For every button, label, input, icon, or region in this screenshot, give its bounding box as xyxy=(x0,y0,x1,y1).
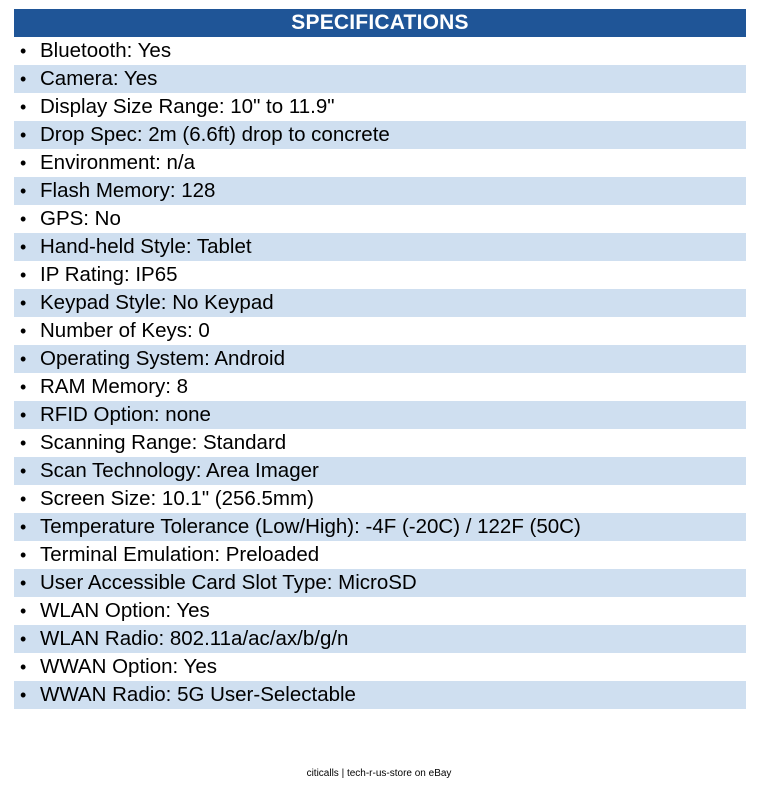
spec-text: WWAN Radio: 5G User-Selectable xyxy=(40,683,356,706)
spec-text: IP Rating: IP65 xyxy=(40,263,178,286)
spec-row xyxy=(14,205,746,233)
bullet-icon: • xyxy=(20,629,27,649)
bullet-icon: • xyxy=(20,41,27,61)
bullet-icon: • xyxy=(20,517,27,537)
spec-text: WLAN Option: Yes xyxy=(40,599,210,622)
spec-text: Bluetooth: Yes xyxy=(40,39,172,62)
spec-text: WLAN Radio: 802.11a/ac/ax/b/g/n xyxy=(40,627,349,650)
spec-row xyxy=(14,317,746,345)
spec-text: Display Size Range: 10" to 11.9" xyxy=(40,95,335,118)
bullet-icon: • xyxy=(20,181,27,201)
bullet-icon: • xyxy=(20,153,27,173)
spec-text: WWAN Option: Yes xyxy=(40,655,217,678)
spec-row xyxy=(14,681,746,709)
spec-text: Camera: Yes xyxy=(40,67,158,90)
spec-row xyxy=(14,457,746,485)
bullet-icon: • xyxy=(20,69,27,89)
spec-text: Scanning Range: Standard xyxy=(40,431,287,454)
bullet-icon: • xyxy=(20,237,27,257)
spec-row xyxy=(14,513,746,541)
spec-text: Flash Memory: 128 xyxy=(40,179,216,202)
bullet-icon: • xyxy=(20,461,27,481)
bullet-icon: • xyxy=(20,265,27,285)
specifications-list xyxy=(14,37,746,709)
specifications-header: SPECIFICATIONS xyxy=(14,9,746,37)
spec-text: Keypad Style: No Keypad xyxy=(40,291,274,314)
spec-text: Scan Technology: Area Imager xyxy=(40,459,319,482)
spec-row xyxy=(14,93,746,121)
spec-text: Screen Size: 10.1" (256.5mm) xyxy=(40,487,314,510)
spec-row xyxy=(14,345,746,373)
spec-text: Number of Keys: 0 xyxy=(40,319,210,342)
spec-row xyxy=(14,261,746,289)
spec-row xyxy=(14,597,746,625)
bullet-icon: • xyxy=(20,97,27,117)
spec-text: Operating System: Android xyxy=(40,347,285,370)
bullet-icon: • xyxy=(20,601,27,621)
spec-row xyxy=(14,121,746,149)
bullet-icon: • xyxy=(20,293,27,313)
spec-row xyxy=(14,401,746,429)
spec-text: GPS: No xyxy=(40,207,121,230)
bullet-icon: • xyxy=(20,573,27,593)
spec-text: Environment: n/a xyxy=(40,151,195,174)
spec-row xyxy=(14,149,746,177)
bullet-icon: • xyxy=(20,125,27,145)
bullet-icon: • xyxy=(20,405,27,425)
spec-row xyxy=(14,233,746,261)
spec-row xyxy=(14,177,746,205)
spec-row xyxy=(14,37,746,65)
bullet-icon: • xyxy=(20,489,27,509)
spec-row xyxy=(14,429,746,457)
spec-row xyxy=(14,653,746,681)
spec-row xyxy=(14,65,746,93)
bullet-icon: • xyxy=(20,545,27,565)
spec-text: User Accessible Card Slot Type: MicroSD xyxy=(40,571,417,594)
spec-text: Hand-held Style: Tablet xyxy=(40,235,252,258)
bullet-icon: • xyxy=(20,433,27,453)
bullet-icon: • xyxy=(20,349,27,369)
spec-row xyxy=(14,289,746,317)
spec-row xyxy=(14,541,746,569)
spec-row xyxy=(14,485,746,513)
spec-row xyxy=(14,625,746,653)
bullet-icon: • xyxy=(20,657,27,677)
spec-text: Temperature Tolerance (Low/High): -4F (-20C) / 122F (50C) xyxy=(40,515,581,538)
spec-row xyxy=(14,373,746,401)
bullet-icon: • xyxy=(20,209,27,229)
bullet-icon: • xyxy=(20,377,27,397)
spec-text: Drop Spec: 2m (6.6ft) drop to concrete xyxy=(40,123,390,146)
bullet-icon: • xyxy=(20,685,27,705)
specifications-panel xyxy=(14,9,746,709)
footer-credit: citicalls | tech-r-us-store on eBay xyxy=(306,768,452,779)
spec-text: RFID Option: none xyxy=(40,403,211,426)
bullet-icon: • xyxy=(20,321,27,341)
spec-text: RAM Memory: 8 xyxy=(40,375,189,398)
spec-text: Terminal Emulation: Preloaded xyxy=(40,543,320,566)
spec-row xyxy=(14,569,746,597)
